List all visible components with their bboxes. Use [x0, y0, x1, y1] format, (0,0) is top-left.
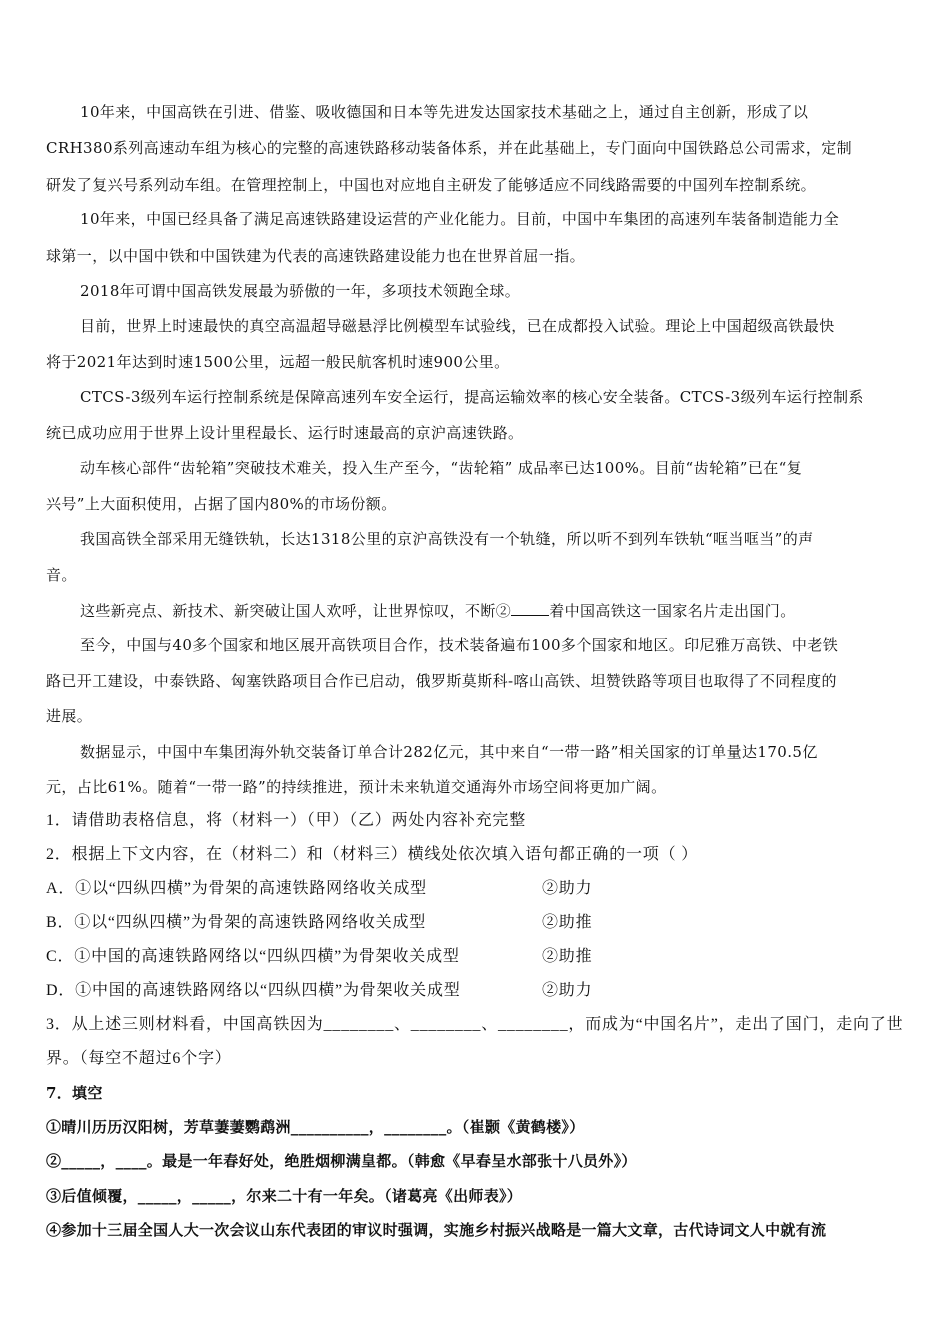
paragraph-line: 进展。: [46, 707, 93, 725]
paragraph-line: 路已开工建设，中泰铁路、匈塞铁路项目合作已启动，俄罗斯莫斯科-喀山高铁、坦赞铁路等项目也取得了不同程度的: [46, 672, 837, 690]
paragraph-line: 统已成功应用于世界上设计里程最长、运行时速最高的京沪高速铁路。: [46, 424, 524, 442]
option-b-part1: B．①以“四纵四横”为骨架的高速铁路网络收关成型: [46, 914, 427, 931]
paragraph-line: 兴号”上大面积使用，占据了国内80%的市场份额。: [46, 495, 397, 513]
paragraph-line-with-blank: [80, 600, 904, 621]
option-a-part2: ②助力: [542, 880, 593, 897]
paragraph-line: 10年来，中国高铁在引进、借鉴、吸收德国和日本等先进发达国家技术基础之上，通过自主创新，形成了以: [80, 103, 809, 121]
option-d-part1: D．①中国的高速铁路网络以“四纵四横”为骨架收关成型: [46, 982, 461, 999]
paragraph-line: 2018年可谓中国高铁发展最为骄傲的一年，多项技术领跑全球。: [80, 282, 521, 300]
option-c[interactable]: [46, 947, 904, 967]
option-b[interactable]: [46, 913, 904, 933]
paragraph-line: 目前，世界上时速最快的真空高温超导磁悬浮比例模型车试验线，已在成都投入试验。理论上中国超级高铁最快: [80, 317, 835, 335]
paragraph-line: 我国高铁全部采用无缝铁轨，长达1318公里的京沪高铁没有一个轨缝，所以听不到列车铁轨“哐当哐当”的声: [80, 530, 814, 548]
paragraph-line: 音。: [46, 566, 77, 584]
paragraph-line: 动车核心部件“齿轮箱”突破技术难关，投入生产至今，“齿轮箱” 成品率已达100%。目前“齿轮箱”已在“复: [80, 459, 803, 477]
question-3-cont: 界。（每空不超过6个字）: [46, 1050, 232, 1067]
paragraph-line: 球第一，以中国中铁和中国铁建为代表的高速铁路建设能力也在世界首屈一指。: [46, 247, 586, 265]
paragraph-line: 10年来，中国已经具备了满足高速铁路建设运营的产业化能力。目前，中国中车集团的高速列车装备制造能力全: [80, 210, 840, 228]
paragraph-text-after-blank: 着中国高铁这一国家名片走出国门。: [549, 602, 796, 620]
fill-line: ③后值倾覆，_____，_____，尔来二十有一年矣。（诸葛亮《出师表》）: [46, 1187, 523, 1205]
option-a-part1: A．①以“四纵四横”为骨架的高速铁路网络收关成型: [46, 880, 427, 897]
answer-blank[interactable]: [511, 600, 549, 616]
paragraph-line: CRH380系列高速动车组为核心的完整的高速铁路移动装备体系，并在此基础上，专门面向中国铁路总公司需求，定制: [46, 139, 853, 157]
option-a[interactable]: [46, 879, 904, 899]
option-d-part2: ②助力: [542, 982, 593, 999]
paragraph-line: 至今，中国与40多个国家和地区展开高铁项目合作，技术装备遍布100多个国家和地区。印尼雅万高铁、中老铁: [80, 636, 839, 654]
fill-line: ②_____，____。最是一年春好处，绝胜烟柳满皇都。（韩愈《早春呈水部张十八员外》）: [46, 1152, 637, 1170]
paragraph-text-before-blank: 这些新亮点、新技术、新突破让国人欢呼，让世界惊叹，不断②: [80, 602, 512, 620]
option-c-part2: ②助推: [542, 948, 593, 965]
question-2: 2．根据上下文内容，在（材料二）和（材料三）横线处依次填入语句都正确的一项（ ）: [46, 846, 699, 863]
paragraph-line: 将于2021年达到时速1500公里，远超一般民航客机时速900公里。: [46, 353, 510, 371]
paragraph-line: 研发了复兴号系列动车组。在管理控制上，中国也对应地自主研发了能够适应不同线路需要的中国列车控制系统。: [46, 176, 817, 194]
section-title: 7．填空: [46, 1084, 103, 1102]
fill-line: ④参加十三届全国人大一次会议山东代表团的审议时强调，实施乡村振兴战略是一篇大文章，古代诗词文人中就有流: [46, 1221, 827, 1239]
fill-line: ①晴川历历汉阳树，芳草萋萋鹦鹉洲__________，________。（崔颢《黄鹤楼》）: [46, 1118, 585, 1136]
paragraph-line: CTCS-3级列车运行控制系统是保障高速列车安全运行，提高运输效率的核心安全装备。CTCS-3级列车运行控制系: [80, 388, 864, 406]
option-d[interactable]: [46, 981, 904, 1001]
question-3: 3．从上述三则材料看，中国高铁因为________、________、________，而成为“中国名片”，走出了国门，走向了世: [46, 1016, 904, 1033]
question-1: 1．请借助表格信息，将（材料一）（甲）（乙）两处内容补充完整: [46, 812, 527, 829]
paragraph-line: 数据显示，中国中车集团海外轨交装备订单合计282亿元，其中来自“一带一路”相关国家的订单量达170.5亿: [80, 743, 818, 761]
paragraph-line: 元，占比61%。随着“一带一路”的持续推进，预计未来轨道交通海外市场空间将更加广阔。: [46, 778, 667, 796]
option-b-part2: ②助推: [542, 914, 593, 931]
option-c-part1: C．①中国的高速铁路网络以“四纵四横”为骨架收关成型: [46, 948, 460, 965]
